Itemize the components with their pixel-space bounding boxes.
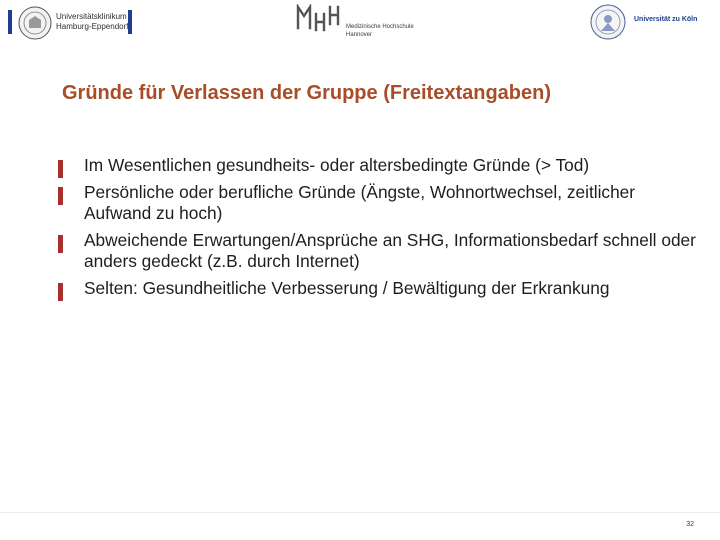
koeln-seal-icon [590, 4, 626, 40]
uke-logo [8, 4, 138, 42]
uke-logo-text: Universitätsklinikum Hamburg-Eppendorf [56, 12, 129, 31]
bullet-item [58, 230, 698, 273]
mhh-logo [296, 4, 436, 42]
mhh-logo-text: Medizinische Hochschule Hannover [346, 24, 414, 38]
university-seal-icon [18, 6, 52, 40]
bullet-item [58, 182, 698, 225]
page-number: 32 [686, 521, 694, 528]
koeln-logo [590, 4, 716, 42]
logo-bar-right [128, 10, 132, 34]
mhh-mark-icon [296, 4, 342, 32]
bullet-text: Persönliche oder berufliche Gründe (Ängste, Wohnortwechsel, zeitlicher Aufwand zu hoch) [84, 181, 636, 223]
bullet-text: Selten: Gesundheitliche Verbesserung / Bewältigung der Erkrankung [84, 277, 610, 298]
slide-title: Gründe für Verlassen der Gruppe (Freitextangaben) [62, 82, 552, 104]
bullet-text: Abweichende Erwartungen/Ansprüche an SHG, Informationsbedarf schnell oder anders gedeckt (z.B. durch Internet) [84, 229, 696, 271]
bullet-item [58, 278, 698, 300]
logo-bar-left [8, 10, 12, 34]
bullet-marker-icon [58, 235, 63, 253]
bullet-marker-icon [58, 160, 63, 178]
bullet-list [58, 155, 698, 304]
bullet-item [58, 155, 698, 177]
bullet-marker-icon [58, 283, 63, 301]
koeln-logo-text: Universität zu Köln [634, 16, 698, 23]
footer-divider [0, 512, 720, 513]
bullet-text: Im Wesentlichen gesundheits- oder altersbedingte Gründe (> Tod) [84, 155, 590, 175]
bullet-marker-icon [58, 187, 63, 205]
